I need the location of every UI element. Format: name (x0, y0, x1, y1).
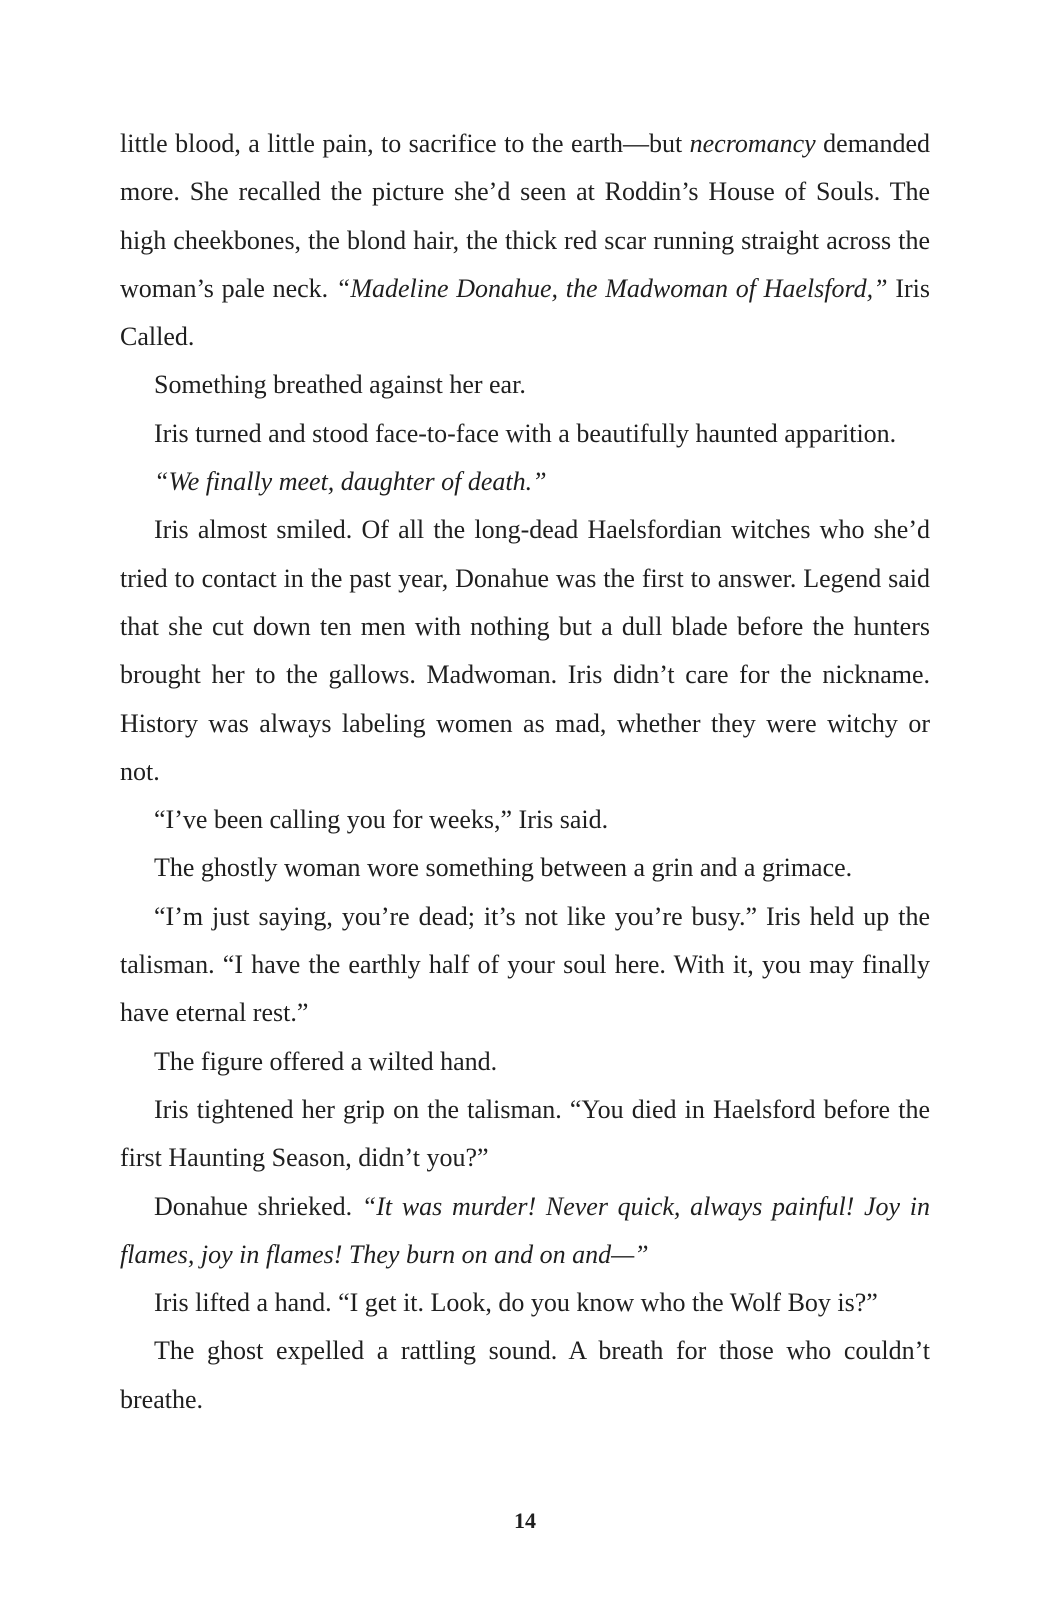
text-segment: Iris Called. (120, 273, 930, 352)
paragraph (120, 1183, 930, 1280)
paragraph (120, 1279, 930, 1327)
italic-text-segment: “Madeline Donahue, the Madwoman of Haelsford,” (335, 273, 888, 303)
text-segment: The ghostly woman wore something between a grin and a grimace. (154, 853, 853, 883)
paragraph (120, 361, 930, 409)
text-segment: “I’m just saying, you’re dead; it’s not like you’re busy.” Iris held up the talisman. “I have the earthly half of your soul here. With it, you may finally have eternal rest.” (120, 901, 930, 1028)
paragraph (120, 1038, 930, 1086)
paragraph (120, 1327, 930, 1424)
text-segment: The figure offered a wilted hand. (154, 1046, 498, 1076)
paragraph (120, 1086, 930, 1183)
italic-text-segment: “It was murder! Never quick, always painful! Joy in flames, joy in flames! They burn on and on and—” (120, 1191, 930, 1269)
paragraph (120, 410, 930, 458)
text-segment: Iris tightened her grip on the talisman. “You died in Haelsford before the first Haunting Season, didn’t you?” (120, 1094, 930, 1173)
text-segment: demanded more. She recalled the picture she’d seen at Roddin’s House of Souls. The high cheekbones, the blond hair, the thick red scar running straight across the woman’s pale neck. (120, 129, 930, 303)
paragraph (120, 506, 930, 796)
paragraph (120, 796, 930, 844)
text-segment: Donahue shrieked. (154, 1191, 362, 1221)
text-segment: Iris almost smiled. Of all the long-dead Haelsfordian witches who she’d tried to contact in the past year, Donahue was the first to answer. Legend said that she cut down ten men with nothing but a dull blade before the hunters brought her to the gallows. Madwoman. Iris didn’t care for the nickname. History was always labeling women as mad, whether they were witchy or not. (120, 515, 930, 786)
page-number: 14 (514, 1508, 536, 1533)
page-body (120, 120, 930, 1424)
text-segment: “I’ve been calling you for weeks,” Iris said. (154, 805, 609, 835)
paragraph (120, 893, 930, 1038)
italic-text-segment: necromancy (689, 129, 816, 158)
paragraph (120, 844, 930, 892)
italic-text-segment: “We finally meet, daughter of death.” (154, 467, 547, 497)
text-segment: The ghost expelled a rattling sound. A breath for those who couldn’t breathe. (120, 1336, 930, 1414)
text-segment: little blood, a little pain, to sacrifice to the earth—but (120, 129, 690, 158)
text-segment: Something breathed against her ear. (154, 370, 526, 400)
paragraph (120, 120, 930, 361)
paragraph (120, 458, 930, 506)
text-segment: Iris turned and stood face-to-face with a beautifully haunted apparition. (154, 418, 897, 448)
text-segment: Iris lifted a hand. “I get it. Look, do you know who the Wolf Boy is?” (154, 1288, 878, 1318)
